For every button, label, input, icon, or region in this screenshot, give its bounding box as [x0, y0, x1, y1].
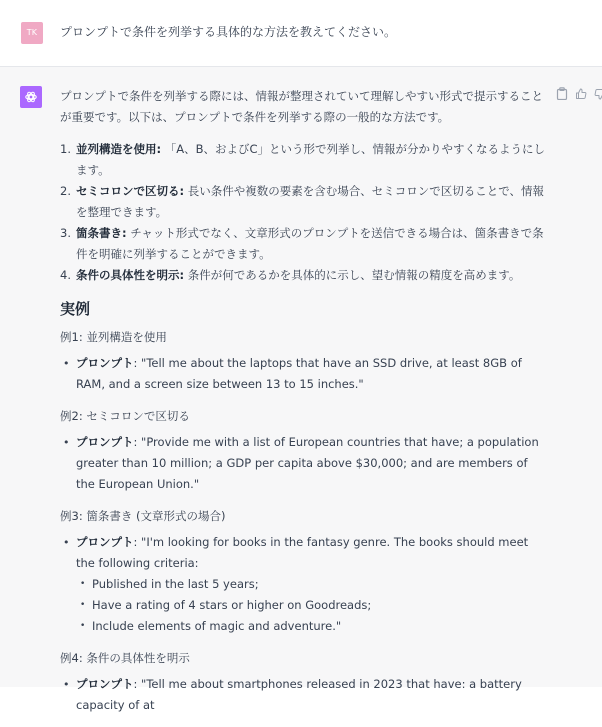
list-item — [60, 139, 546, 181]
example-title: 例4: 条件の具体性を明示 — [60, 651, 190, 665]
list-item — [60, 432, 546, 495]
method-text: 長い条件や複数の要素を含む場合、セミコロンで区切ることで、情報を整理できます。 — [76, 184, 545, 219]
criteria-text: Published in the last 5 years; — [92, 577, 259, 591]
message-actions — [555, 87, 602, 100]
prompt-text: : "Provide me with a list of European countries that have; a population greater than 10 million; a GDP per capita above $30,000; and are members of the European Union." — [76, 435, 539, 491]
list-item — [76, 574, 546, 595]
method-text: 「A、B、およびC」という形で列挙し、情報が分かりやすくなるようにします。 — [76, 142, 546, 177]
thumbs-up-icon[interactable] — [574, 87, 587, 100]
assistant-message-row — [0, 67, 602, 712]
method-term: 箇条書き: — [76, 226, 127, 240]
methods-list — [60, 139, 546, 286]
example-title: 例1: 並列構造を使用 — [60, 330, 167, 344]
bullet-icon: • — [63, 436, 70, 449]
thumbs-down-icon[interactable] — [593, 87, 602, 100]
user-message-row — [0, 0, 602, 67]
list-number: 3. — [60, 226, 71, 240]
prompt-text: : "Tell me about smartphones released in 2023 that have: a battery capacity of at — [76, 677, 522, 712]
list-item — [60, 265, 546, 286]
method-term: セミコロンで区切る: — [76, 184, 185, 198]
example-list — [60, 432, 546, 495]
list-item — [76, 616, 546, 637]
example-title: 例2: セミコロンで区切る — [60, 409, 190, 423]
user-avatar: TK — [21, 22, 43, 44]
example-list — [60, 674, 546, 716]
example-list — [60, 353, 546, 395]
list-item — [60, 674, 546, 716]
bullet-icon: • — [80, 621, 86, 631]
bullet-icon: • — [80, 600, 86, 610]
prompt-label: プロンプト — [76, 356, 134, 370]
criteria-sublist — [76, 574, 546, 637]
criteria-text: Have a rating of 4 stars or higher on Goodreads; — [92, 598, 372, 612]
user-message-text: プロンプトで条件を列挙する具体的な方法を教えてください。 — [60, 25, 397, 39]
list-item — [60, 223, 546, 265]
list-item — [60, 353, 546, 395]
method-text: チャット形式でなく、文章形式のプロンプトを送信できる場合は、箇条書きで条件を明確に列挙することができます。 — [76, 226, 544, 261]
example-list — [60, 532, 546, 637]
example-title: 例3: 箇条書き (文章形式の場合) — [60, 509, 226, 523]
criteria-text: Include elements of magic and adventure." — [92, 619, 342, 633]
examples-heading: 実例 — [60, 300, 91, 318]
bullet-icon: • — [63, 678, 70, 691]
clipboard-icon[interactable] — [555, 87, 568, 100]
prompt-text: : "I'm looking for books in the fantasy genre. The books should meet the following criteria: — [76, 535, 529, 570]
method-text: 条件が何であるかを具体的に示し、望む情報の精度を高めます。 — [184, 268, 521, 282]
list-item — [60, 532, 546, 637]
list-item — [60, 181, 546, 223]
list-number: 2. — [60, 184, 71, 198]
intro-paragraph: プロンプトで条件を列挙する際には、情報が整理されていて理解しやすい形式で提示することが重要です。以下は、プロンプトで条件を列挙する際の一般的な方法です。 — [60, 89, 543, 124]
prompt-label: プロンプト — [76, 435, 134, 449]
prompt-label: プロンプト — [76, 535, 134, 549]
list-number: 1. — [60, 142, 71, 156]
bullet-icon: • — [63, 357, 70, 370]
prompt-text: : "Tell me about the laptops that have an SSD drive, at least 8GB of RAM, and a screen size between 13 to 15 inches." — [76, 356, 522, 391]
method-term: 並列構造を使用: — [76, 142, 162, 156]
assistant-message-content — [60, 86, 546, 727]
list-item — [76, 595, 546, 616]
bullet-icon: • — [63, 536, 70, 549]
prompt-label: プロンプト — [76, 677, 134, 691]
list-number: 4. — [60, 268, 71, 282]
method-term: 条件の具体性を明示: — [76, 268, 185, 282]
bullet-icon: • — [80, 579, 86, 589]
openai-logo-icon — [20, 86, 42, 108]
